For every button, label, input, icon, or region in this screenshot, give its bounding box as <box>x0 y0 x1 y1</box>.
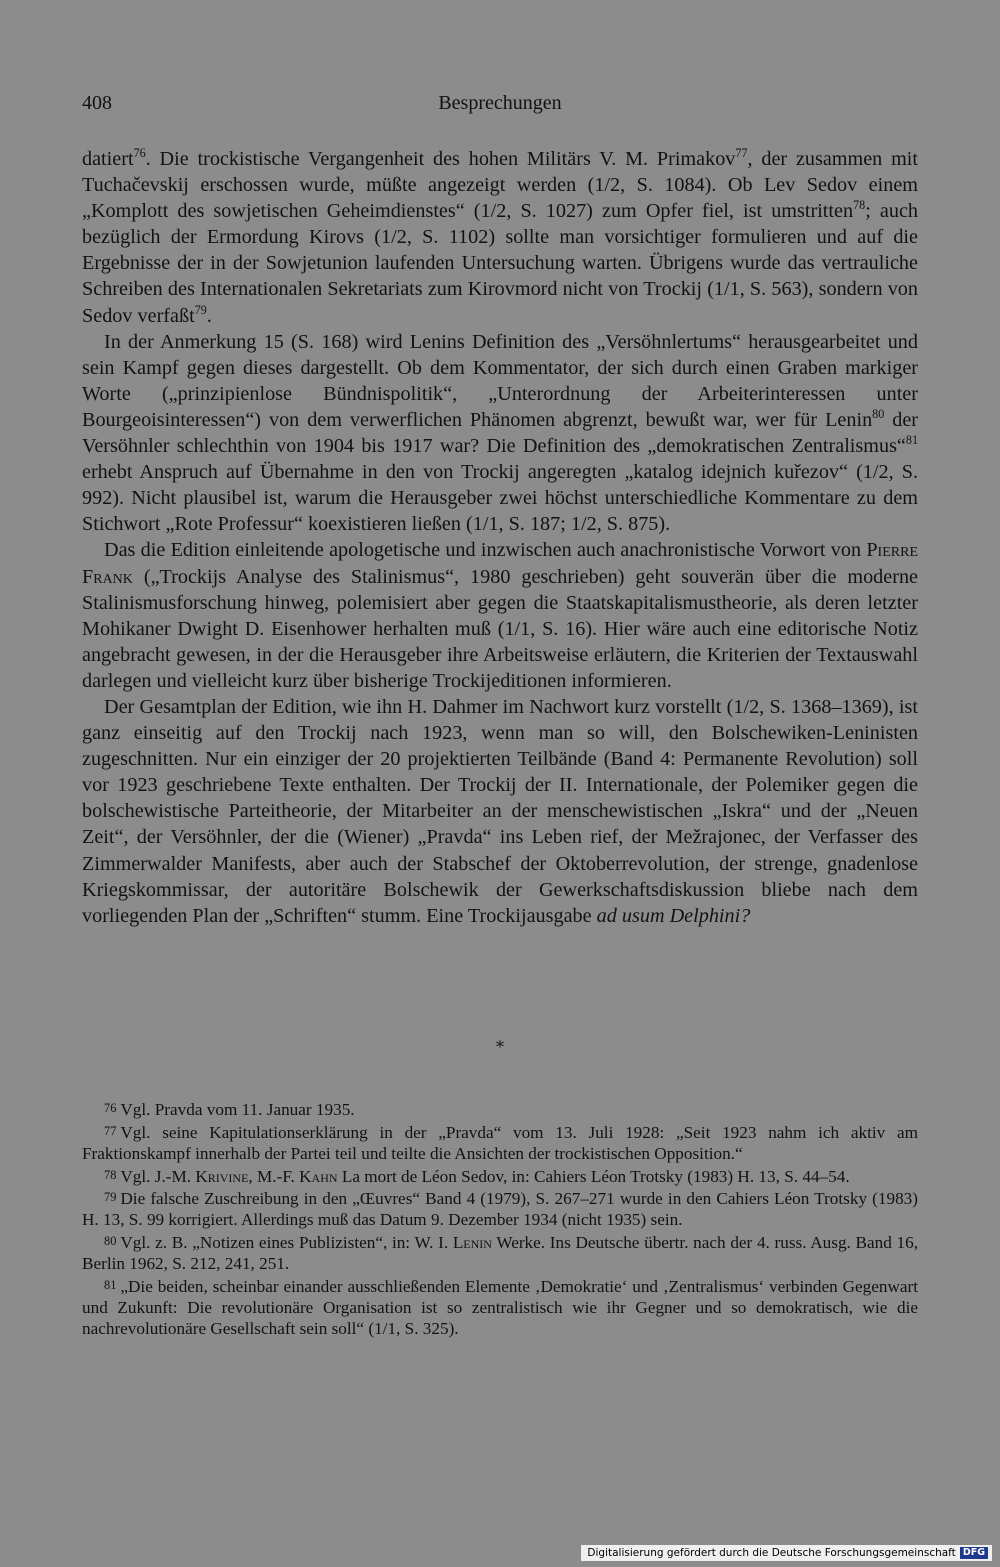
footnote-ref: 80 <box>872 407 885 422</box>
footnote-number: 77 <box>104 1123 117 1138</box>
text-run: ; auch bezüglich der Ermordung Kirovs (1/2, S. 1102) sollte man vorsichtiger formulieren und auf die Ergebnisse der in der Sowjetunion laufenden Untersuchung warten. Übrigens wurde das vertrauliche Schreiben des Internationalen Sekretariats zum Kirovmord nicht von Trockij (1/1, S. 563), sondern von Sedov verfaßt <box>82 200 918 327</box>
text-run: Vgl. seine Kapitulationserklärung in der „Pravda“ vom 13. Juli 1928: „Seit 1923 nahm ich aktiv am Fraktionskampf innerhalb der Partei teil und teilte die Ansichten der trockistischen Opposition.“ <box>82 1122 918 1163</box>
emphasis-text: ad usum Delphini? <box>596 904 751 927</box>
text-run: La mort de Léon Sedov, in: Cahiers Léon Trotsky (1983) H. 13, S. 44–54. <box>337 1166 850 1186</box>
section-separator: ⁎ <box>496 1034 504 1051</box>
text-run: Das die Edition einleitende apologetische und inzwischen auch anachronistische Vorwort von <box>104 539 867 562</box>
text-run: Werke. Ins Deutsche übertr. nach der 4. russ. Ausg. Band 16, Berlin 1962, S. 212, 241, 251. <box>82 1233 918 1274</box>
footnote-ref: 77 <box>735 146 748 161</box>
text-run: Vgl. Pravda vom 11. Januar 1935. <box>120 1100 355 1120</box>
running-header <box>82 92 918 122</box>
footnote-number: 79 <box>104 1190 117 1205</box>
paragraph <box>82 146 918 329</box>
body-text <box>82 146 918 929</box>
text-run: , der zusammen mit Tuchačevskij erschossen wurde, müßte angezeigt werden (1/2, S. 1084). Ob Lev Sedov einem „Komplott des sowjetischen Geheimdienstes“ (1/2, S. 1027) zum Opfer fiel, ist umstritten <box>82 148 918 223</box>
text-run: Der Gesamtplan der Edition, wie ihn H. Dahmer im Nachwort kurz vorstellt (1/2, S. 1368–1369), ist ganz einseitig auf den Trockij nach 1923, wenn man so will, den Bolschewiken-Leninisten zugeschnitten. Nur ein einziger der 20 projektierten Teilbände (Band 4: Permanente Revolution) soll vor 1923 geschriebene Texte enthalten. Der Trockij der II. Internationale, der Polemiker gegen die bolschewistische Parteitheorie, der Mitarbeiter an der menschewistischen „Iskra“ und der „Neuen Zeit“, der Versöhnler, der die (Wiener) „Pravda“ ins Leben rief, der Mežrajonec, der Verfasser des Zimmerwalder Manifests, aber auch der Stabschef der Oktoberrevolution, der strenge, gnadenlose Kriegskommissar, der autoritäre Bolschewik der Gewerkschaftsdiskussion bliebe nach dem vorliegenden Plan der „Schriften“ stumm. Eine Trockijausgabe <box>82 695 918 927</box>
footnote <box>82 1121 918 1165</box>
author-name: Kahn <box>299 1166 338 1186</box>
footnote <box>82 1231 918 1275</box>
footnote <box>82 1098 918 1121</box>
footnote-number: 76 <box>104 1101 117 1115</box>
text-run: der Versöhnler schlechthin von 1904 bis 1917 war? Die Definition des „demokratischen Zentralismus“ <box>82 408 919 458</box>
digitization-credit: Digitalisierung gefördert durch die Deutsche Forschungsgemeinschaft <box>587 1547 956 1559</box>
text-run: („Trockijs Analyse des Stalinismus“, 1980 geschrieben) geht souverän über die moderne Stalinismusforschung hinweg, polemisiert aber gegen die Staatskapitalismustheorie, als deren letzter Mohikaner Dwight D. Eisenhower herhalten muß (1/1, S. 16). Hier wäre auch eine editorische Notiz angebracht gewesen, in der die Herausgeber ihre Arbeitsweise erläutern, die Kriterien der Textauswahl darlegen und vielleicht kurz über bisherige Trockijeditionen informieren. <box>82 565 918 692</box>
digitization-credit-bar <box>581 1545 992 1561</box>
paragraph <box>82 537 918 694</box>
footnote-ref: 78 <box>853 198 866 213</box>
text-run: Vgl. z. B. „Notizen eines Publizisten“, in: W. I. <box>120 1233 453 1253</box>
text-run: datiert <box>82 148 134 170</box>
author-name: Pierre Frank <box>82 539 918 588</box>
footnote-number: 81 <box>104 1277 117 1292</box>
text-run: , M.-F. <box>248 1166 300 1186</box>
page-number: 408 <box>82 92 112 114</box>
footnote-ref: 81 <box>905 433 918 448</box>
footnote-ref: 76 <box>133 146 146 161</box>
text-run: erhebt Anspruch auf Übernahme in den von Trockij angeregten „katalog idejnich kuřezov“ (1/2, S. 992). Nicht plausibel ist, warum die Herausgeber zwei höchst unterschiedliche Kommentare zu dem Stichwort „Rote Professur“ koexistieren ließen (1/1, S. 187; 1/2, S. 875). <box>82 461 918 536</box>
text-run: . <box>206 304 212 327</box>
text-run: „Die beiden, scheinbar einander ausschließenden Elemente ‚Demokratie‘ und ‚Zentralismus‘ verbinden Gegenwart und Zukunft: Die revolutionäre Organisation ist so zentralistisch wie ihr Gegner und so demokratisch, wie die nachrevolutionäre Gesellschaft sein soll“ (1/1, S. 325). <box>82 1276 918 1338</box>
author-name: Krivine <box>195 1166 249 1186</box>
footnote <box>82 1165 918 1188</box>
footnote-ref: 79 <box>194 302 207 317</box>
footnote <box>82 1187 918 1231</box>
text-run: In der Anmerkung 15 (S. 168) wird Lenins Definition des „Versöhnlertums“ herausgearbeitet und sein Kampf gegen dieses dargestellt. Ob dem Kommentator, der sich durch einen Graben markiger Worte („prinzipienlose Bündnispolitik“, „Unterordnung der Arbeiterinteressen unter Bourgeoisinteressen“) von dem verwerflichen Phänomen abgrenzt, bewußt war, wer für Lenin <box>82 330 918 431</box>
text-run: Die falsche Zuschreibung in den „Œuvres“ Band 4 (1979), S. 267–271 wurde in den Cahiers Léon Trotsky (1983) H. 13, S. 99 korrigiert. Allerdings muß das Datum 9. Dezember 1934 (nicht 1935) sein. <box>82 1189 918 1230</box>
footnote-number: 80 <box>104 1234 117 1249</box>
dfg-logo: DFG <box>960 1547 988 1559</box>
footnotes <box>82 1098 918 1339</box>
running-title: Besprechungen <box>438 92 562 114</box>
footnote <box>82 1275 918 1339</box>
paragraph <box>82 694 918 929</box>
footnote-number: 78 <box>104 1167 117 1182</box>
paragraph <box>82 329 918 538</box>
text-run: Vgl. J.-M. <box>120 1166 196 1186</box>
author-name: Lenin <box>452 1233 492 1253</box>
text-run: . Die trockistische Vergangenheit des hohen Militärs V. M. Primakov <box>145 148 736 170</box>
